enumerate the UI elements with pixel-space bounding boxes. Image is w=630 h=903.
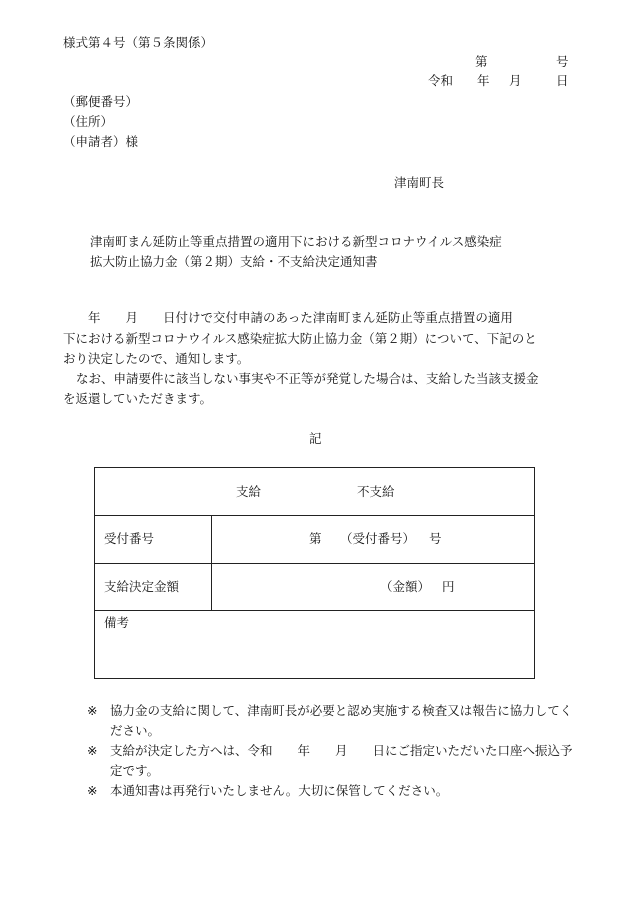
amount-label: 支給決定金額: [104, 579, 180, 594]
decision-table: [94, 467, 535, 679]
title-line-1: 津南町まん延防止等重点措置の適用下における新型コロナウイルス感染症: [90, 234, 502, 249]
ki-heading: 記: [309, 431, 322, 446]
sender-name: 津南町長: [394, 175, 445, 190]
date-month: 月: [509, 73, 522, 88]
body-line-3: おり決定したので、通知します。: [63, 351, 250, 366]
body-line-2: 下における新型コロナウイルス感染症拡大防止協力金（第２期）について、下記のと: [63, 331, 537, 346]
table-column-divider: [211, 515, 212, 610]
note-mark: ※: [87, 783, 98, 798]
document-number-prefix: 第: [475, 54, 488, 69]
note-1-line-2: ださい。: [110, 723, 161, 738]
table-divider: [95, 610, 534, 611]
date-year: 年: [477, 73, 490, 88]
note-2-line-1: 支給が決定した方へは、令和 年 月 日にご指定いただいた口座へ振込予: [110, 743, 573, 758]
receipt-number-prefix: 第: [309, 531, 322, 546]
receipt-number-suffix: 号: [429, 531, 442, 546]
recipient-postal: （郵便番号）: [63, 94, 139, 109]
note-mark: ※: [87, 703, 98, 718]
table-divider: [95, 563, 534, 564]
note-1-line-1: 協力金の支給に関して、津南町長が必要と認め実施する検査又は報告に協力してく: [110, 703, 573, 718]
remarks-label: 備考: [104, 615, 130, 630]
body-line-1: 年 月 日付けで交付申請のあった津南町まん延防止等重点措置の適用: [63, 310, 513, 325]
note-mark: ※: [87, 743, 98, 758]
no-pay-option: 不支給: [357, 484, 395, 499]
date-era: 令和: [428, 73, 454, 88]
amount-value: （金額）: [380, 579, 431, 594]
note-3-line-1: 本通知書は再発行いたしません。大切に保管してください。: [110, 783, 449, 798]
body-line-4: なお、申請要件に該当しない事実や不正等が発覚した場合は、支給した当該支援金: [76, 371, 539, 386]
receipt-number-label: 受付番号: [104, 531, 155, 546]
recipient-applicant: （申請者）様: [63, 134, 139, 149]
form-number: 様式第４号（第５条関係）: [63, 35, 214, 50]
document-number-suffix: 号: [556, 54, 569, 69]
date-day: 日: [556, 73, 569, 88]
amount-unit: 円: [442, 579, 455, 594]
pay-option: 支給: [236, 484, 262, 499]
receipt-number-value: （受付番号）: [340, 531, 416, 546]
recipient-address: （住所）: [63, 114, 114, 129]
table-divider: [95, 515, 534, 516]
body-line-5: を返還していただきます。: [63, 391, 213, 406]
title-line-2: 拡大防止協力金（第２期）支給・不支給決定通知書: [90, 254, 378, 269]
note-2-line-2: 定です。: [110, 763, 160, 778]
